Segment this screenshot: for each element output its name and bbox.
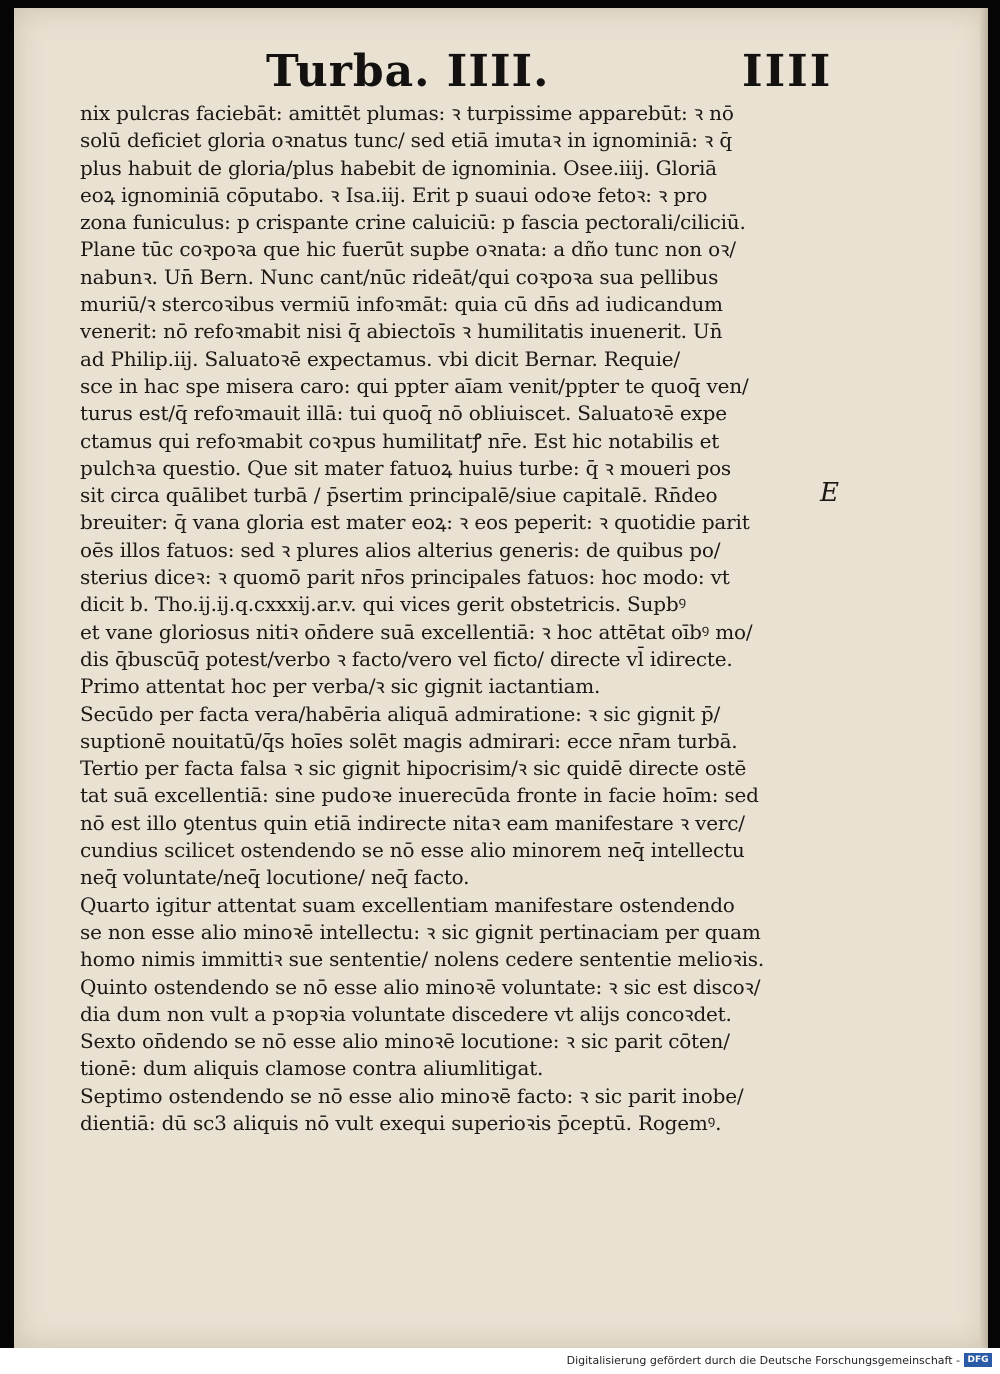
text-line: sterius diceꝛ: ꝛ quomō parit nr̄os principales fatuos: hoc modo: vt xyxy=(80,565,730,590)
text-block xyxy=(80,100,810,1137)
page-edge xyxy=(980,8,988,1348)
text-line: ctamus qui refoꝛmabit coꝛpus humilitatꝭ nr̄e. Est hic notabilis et xyxy=(80,428,720,453)
text-line: ad Philip.iij. Saluatoꝛē expectamus. vbi dicit Bernar. Requie/ xyxy=(80,346,680,371)
running-title: Turba. IIII. xyxy=(266,46,550,97)
text-line: solū deficiet gloria oꝛnatus tunc/ sed etiā imutaꝛ in ignominiā: ꝛ q̄ xyxy=(80,128,732,153)
text-line: et vane gloriosus nitiꝛ on̄dere suā excellentiā: ꝛ hoc attētat oībꝰ mo/ xyxy=(80,619,753,644)
marginal-note: E xyxy=(820,478,839,508)
text-line: suptionē nouitatū/q̄s hoīes solēt magis admirari: ecce nr̄am turbā. xyxy=(80,728,738,753)
book-page xyxy=(14,8,988,1348)
text-line: breuiter: q̄ vana gloria est mater eoꝝ: ꝛ eos peperit: ꝛ quotidie parit xyxy=(80,510,750,535)
text-line: neq̄ voluntate/neq̄ locutione/ neq̄ facto. xyxy=(80,865,470,890)
text-line: nix pulcras faciebāt: amittēt plumas: ꝛ turpissime apparebūt: ꝛ nō xyxy=(80,101,734,125)
text-line: cundius scilicet ostendendo se nō esse alio minorem neq̄ intellectu xyxy=(80,838,745,863)
text-line: turus est/q̄ refoꝛmauit illā: tui quoq̄ nō obliuiscet. Saluatoꝛē expe xyxy=(80,401,727,426)
footer-bar xyxy=(0,1348,1000,1374)
text-line: se non esse alio minoꝛē intellectu: ꝛ sic gignit pertinaciam per quam xyxy=(80,919,761,944)
text-line: dis q̄buscūq̄ potest/verbo ꝛ facto/vero vel ficto/ directe vl̄ idirecte. xyxy=(80,646,733,671)
text-line: Quinto ostendendo se nō esse alio minoꝛē voluntate: ꝛ sic est discoꝛ/ xyxy=(80,974,761,999)
page-header xyxy=(14,46,988,106)
text-line: Septimo ostendendo se nō esse alio minoꝛē facto: ꝛ sic parit inobe/ xyxy=(80,1083,744,1108)
text-line: dia dum non vult a pꝛopꝛia voluntate discedere vt alijs concoꝛdet. xyxy=(80,1001,732,1026)
text-line: Sexto on̄dendo se nō esse alio minoꝛē locutione: ꝛ sic parit cōten/ xyxy=(80,1029,730,1054)
text-line: sit circa quālibet turbā / p̄sertim principalē/siue capitalē. Rn̄deo xyxy=(80,483,718,508)
text-line: sce in hac spe misera caro: qui ppter aīam venit/ppter te quoq̄ ven/ xyxy=(80,373,749,398)
text-line: Primo attentat hoc per verba/ꝛ sic gignit iactantiam. xyxy=(80,674,601,699)
text-line: oēs illos fatuos: sed ꝛ plures alios alterius generis: de quibus po/ xyxy=(80,537,721,562)
text-line: Plane tūc coꝛpoꝛa que hic fuerūt supbe oꝛnata: a dño tunc non oꝛ/ xyxy=(80,237,736,262)
text-line: dientiā: dū sc3 aliquis nō vult exequi superioꝛis p̄ceptū. Rogemꝰ. xyxy=(80,1110,722,1135)
text-line: plus habuit de gloria/plus habebit de ignominia. Osee.iiij. Gloriā xyxy=(80,155,717,180)
text-line: Secūdo per facta vera/habēria aliquā admiratione: ꝛ sic gignit p̄/ xyxy=(80,701,721,726)
text-line: muriū/ꝛ stercoꝛibus vermiū infoꝛmāt: quia cū dn̄s ad iudicandum xyxy=(80,292,723,317)
text-line: nō est illo ꝯtentus quin etiā indirecte nitaꝛ eam manifestare ꝛ verc/ xyxy=(80,810,745,835)
text-line: dicit b. Tho.ij.ij.q.cxxxij.ar.v. qui vices gerit obstetricis. Supbꝰ xyxy=(80,592,686,617)
funding-credit: Digitalisierung gefördert durch die Deutsche Forschungsgemeinschaft - xyxy=(566,1354,960,1367)
text-line: homo nimis immittiꝛ sue sententie/ nolens cedere sententie melioꝛis. xyxy=(80,947,764,972)
text-line: pulchꝛa questio. Que sit mater fatuoꝝ huius turbe: q̄ ꝛ moueri pos xyxy=(80,455,731,480)
folio-number: IIII xyxy=(742,46,833,97)
text-line: nabunꝛ. Un̄ Bern. Nunc cant/nūc rideāt/qui coꝛpoꝛa sua pellibus xyxy=(80,264,719,289)
dfg-logo: DFG xyxy=(964,1353,992,1367)
text-line: tat suā excellentiā: sine pudoꝛe inuerecūda fronte in facie hoīm: sed xyxy=(80,783,759,808)
text-line: tionē: dum aliquis clamose contra aliumlitigat. xyxy=(80,1056,544,1081)
text-line: Quarto igitur attentat suam excellentiam manifestare ostendendo xyxy=(80,892,735,917)
text-line: eoꝝ ignominiā cōputabo. ꝛ Isa.iij. Erit p suaui odoꝛe fetoꝛ: ꝛ pro xyxy=(80,182,708,207)
text-line: venerit: nō refoꝛmabit nisi q̄ abiectoīs ꝛ humilitatis inuenerit. Un̄ xyxy=(80,319,723,344)
text-line: zona funiculus: p crispante crine caluiciū: p fascia pectorali/ciliciū. xyxy=(80,210,746,235)
text-line: Tertio per facta falsa ꝛ sic gignit hipocrisim/ꝛ sic quidē directe ostē xyxy=(80,756,747,781)
